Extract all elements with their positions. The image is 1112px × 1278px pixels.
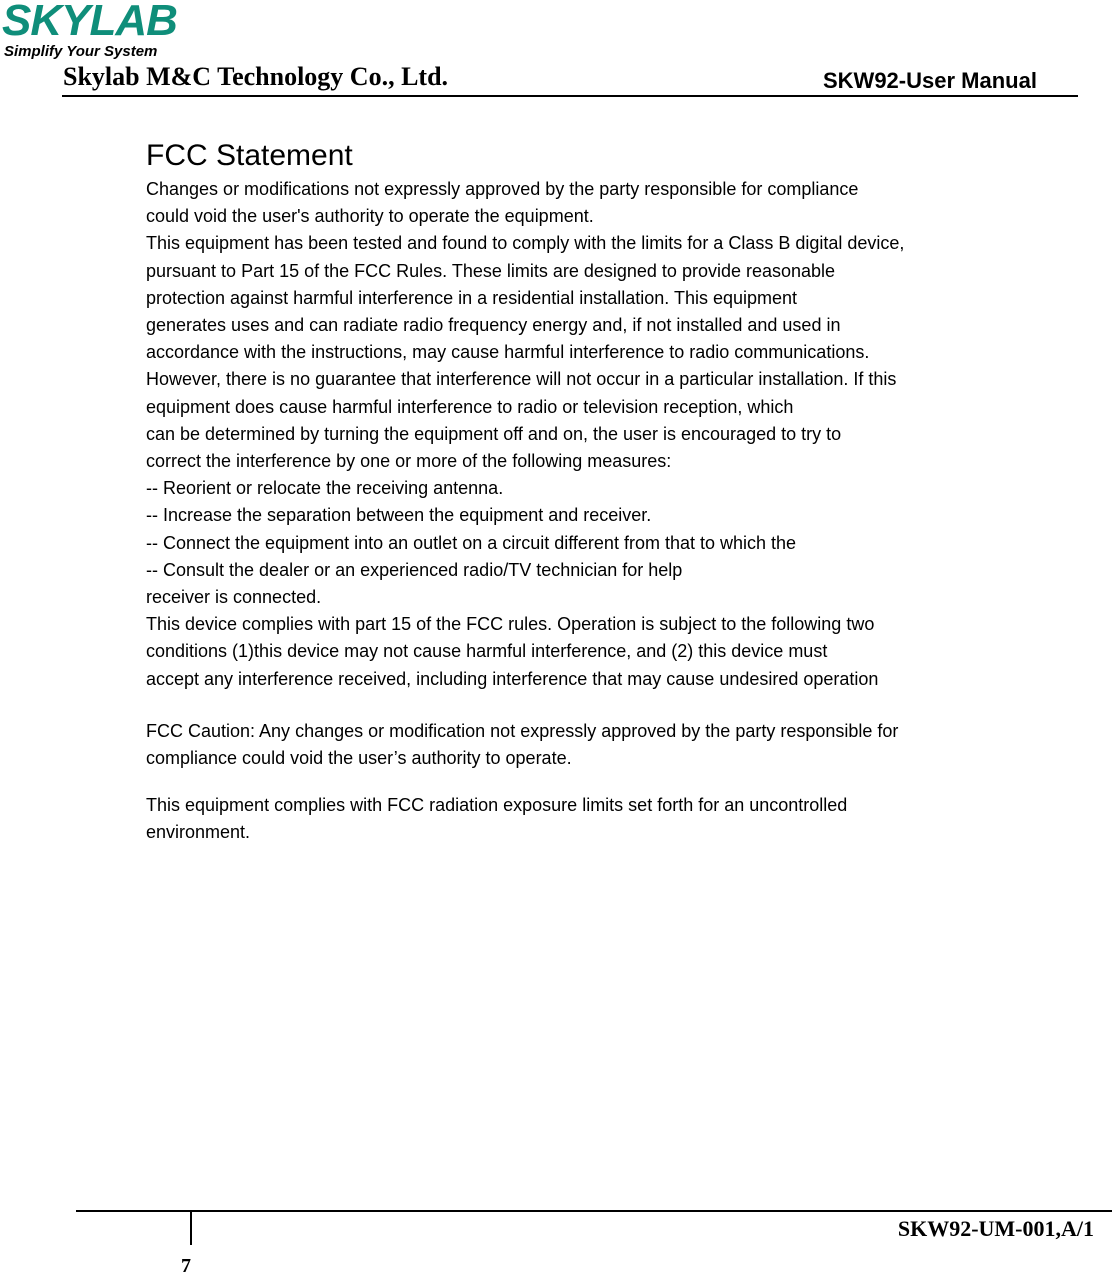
logo-wordmark: SKYLAB [2,0,177,45]
manual-title: SKW92-User Manual [823,68,1037,93]
text-line: accept any interference received, including interference that may cause undesired operation [146,668,879,689]
page-number: 7 [181,1255,191,1277]
measure-item: -- Connect the equipment into an outlet on a circuit different from that to which the [146,532,797,553]
text-line: This equipment has been tested and found to comply with the limits for a Class B digital device, [146,233,905,254]
measure-item: -- Reorient or relocate the receiving antenna. [146,478,504,499]
logo-tagline: Simplify Your System [4,43,158,60]
fcc-caution-paragraph [146,718,1046,772]
footer-divider [76,1210,1112,1212]
text-line: environment. [146,822,251,843]
text-line: However, there is no guarantee that interference will not occur in a particular installation. If this [146,369,897,390]
header-divider [62,95,1078,97]
text-line: can be determined by turning the equipment off and on, the user is encouraged to try to [146,423,842,444]
text-line: equipment does cause harmful interference to radio or television reception, which [146,396,794,417]
text-line: compliance could void the user’s authority to operate. [146,748,572,769]
rf-exposure-paragraph [146,792,1046,846]
text-line: pursuant to Part 15 of the FCC Rules. These limits are designed to provide reasonable [146,260,836,281]
text-line: accordance with the instructions, may cause harmful interference to radio communications. [146,342,870,363]
fcc-statement-paragraph [146,176,1046,693]
text-line: correct the interference by one or more of the following measures: [146,451,672,472]
text-line: protection against harmful interference in a residential installation. This equipment [146,287,798,308]
text-line: could void the user's authority to operate the equipment. [146,206,594,227]
measure-item: -- Increase the separation between the equipment and receiver. [146,505,652,526]
text-line: Changes or modifications not expressly approved by the party responsible for compliance [146,179,859,199]
document-code: SKW92-UM-001,A/1 [897,1216,1094,1241]
text-line: receiver is connected. [146,587,322,608]
section-heading: FCC Statement [146,139,353,172]
footer-vertical-divider [190,1211,192,1245]
text-line: FCC Caution: Any changes or modification not expressly approved by the party responsible for [146,720,899,741]
company-logo [0,0,200,64]
text-line: This device complies with part 15 of the FCC rules. Operation is subject to the following two [146,614,875,635]
measure-item: -- Consult the dealer or an experienced radio/TV technician for help [146,559,683,580]
text-line: This equipment complies with FCC radiation exposure limits set forth for an uncontrolled [146,795,848,816]
company-name: Skylab M&C Technology Co., Ltd. [63,62,449,91]
page-content [146,138,1046,847]
text-line: generates uses and can radiate radio frequency energy and, if not installed and used in [146,315,841,336]
text-line: conditions (1)this device may not cause harmful interference, and (2) this device must [146,641,828,662]
